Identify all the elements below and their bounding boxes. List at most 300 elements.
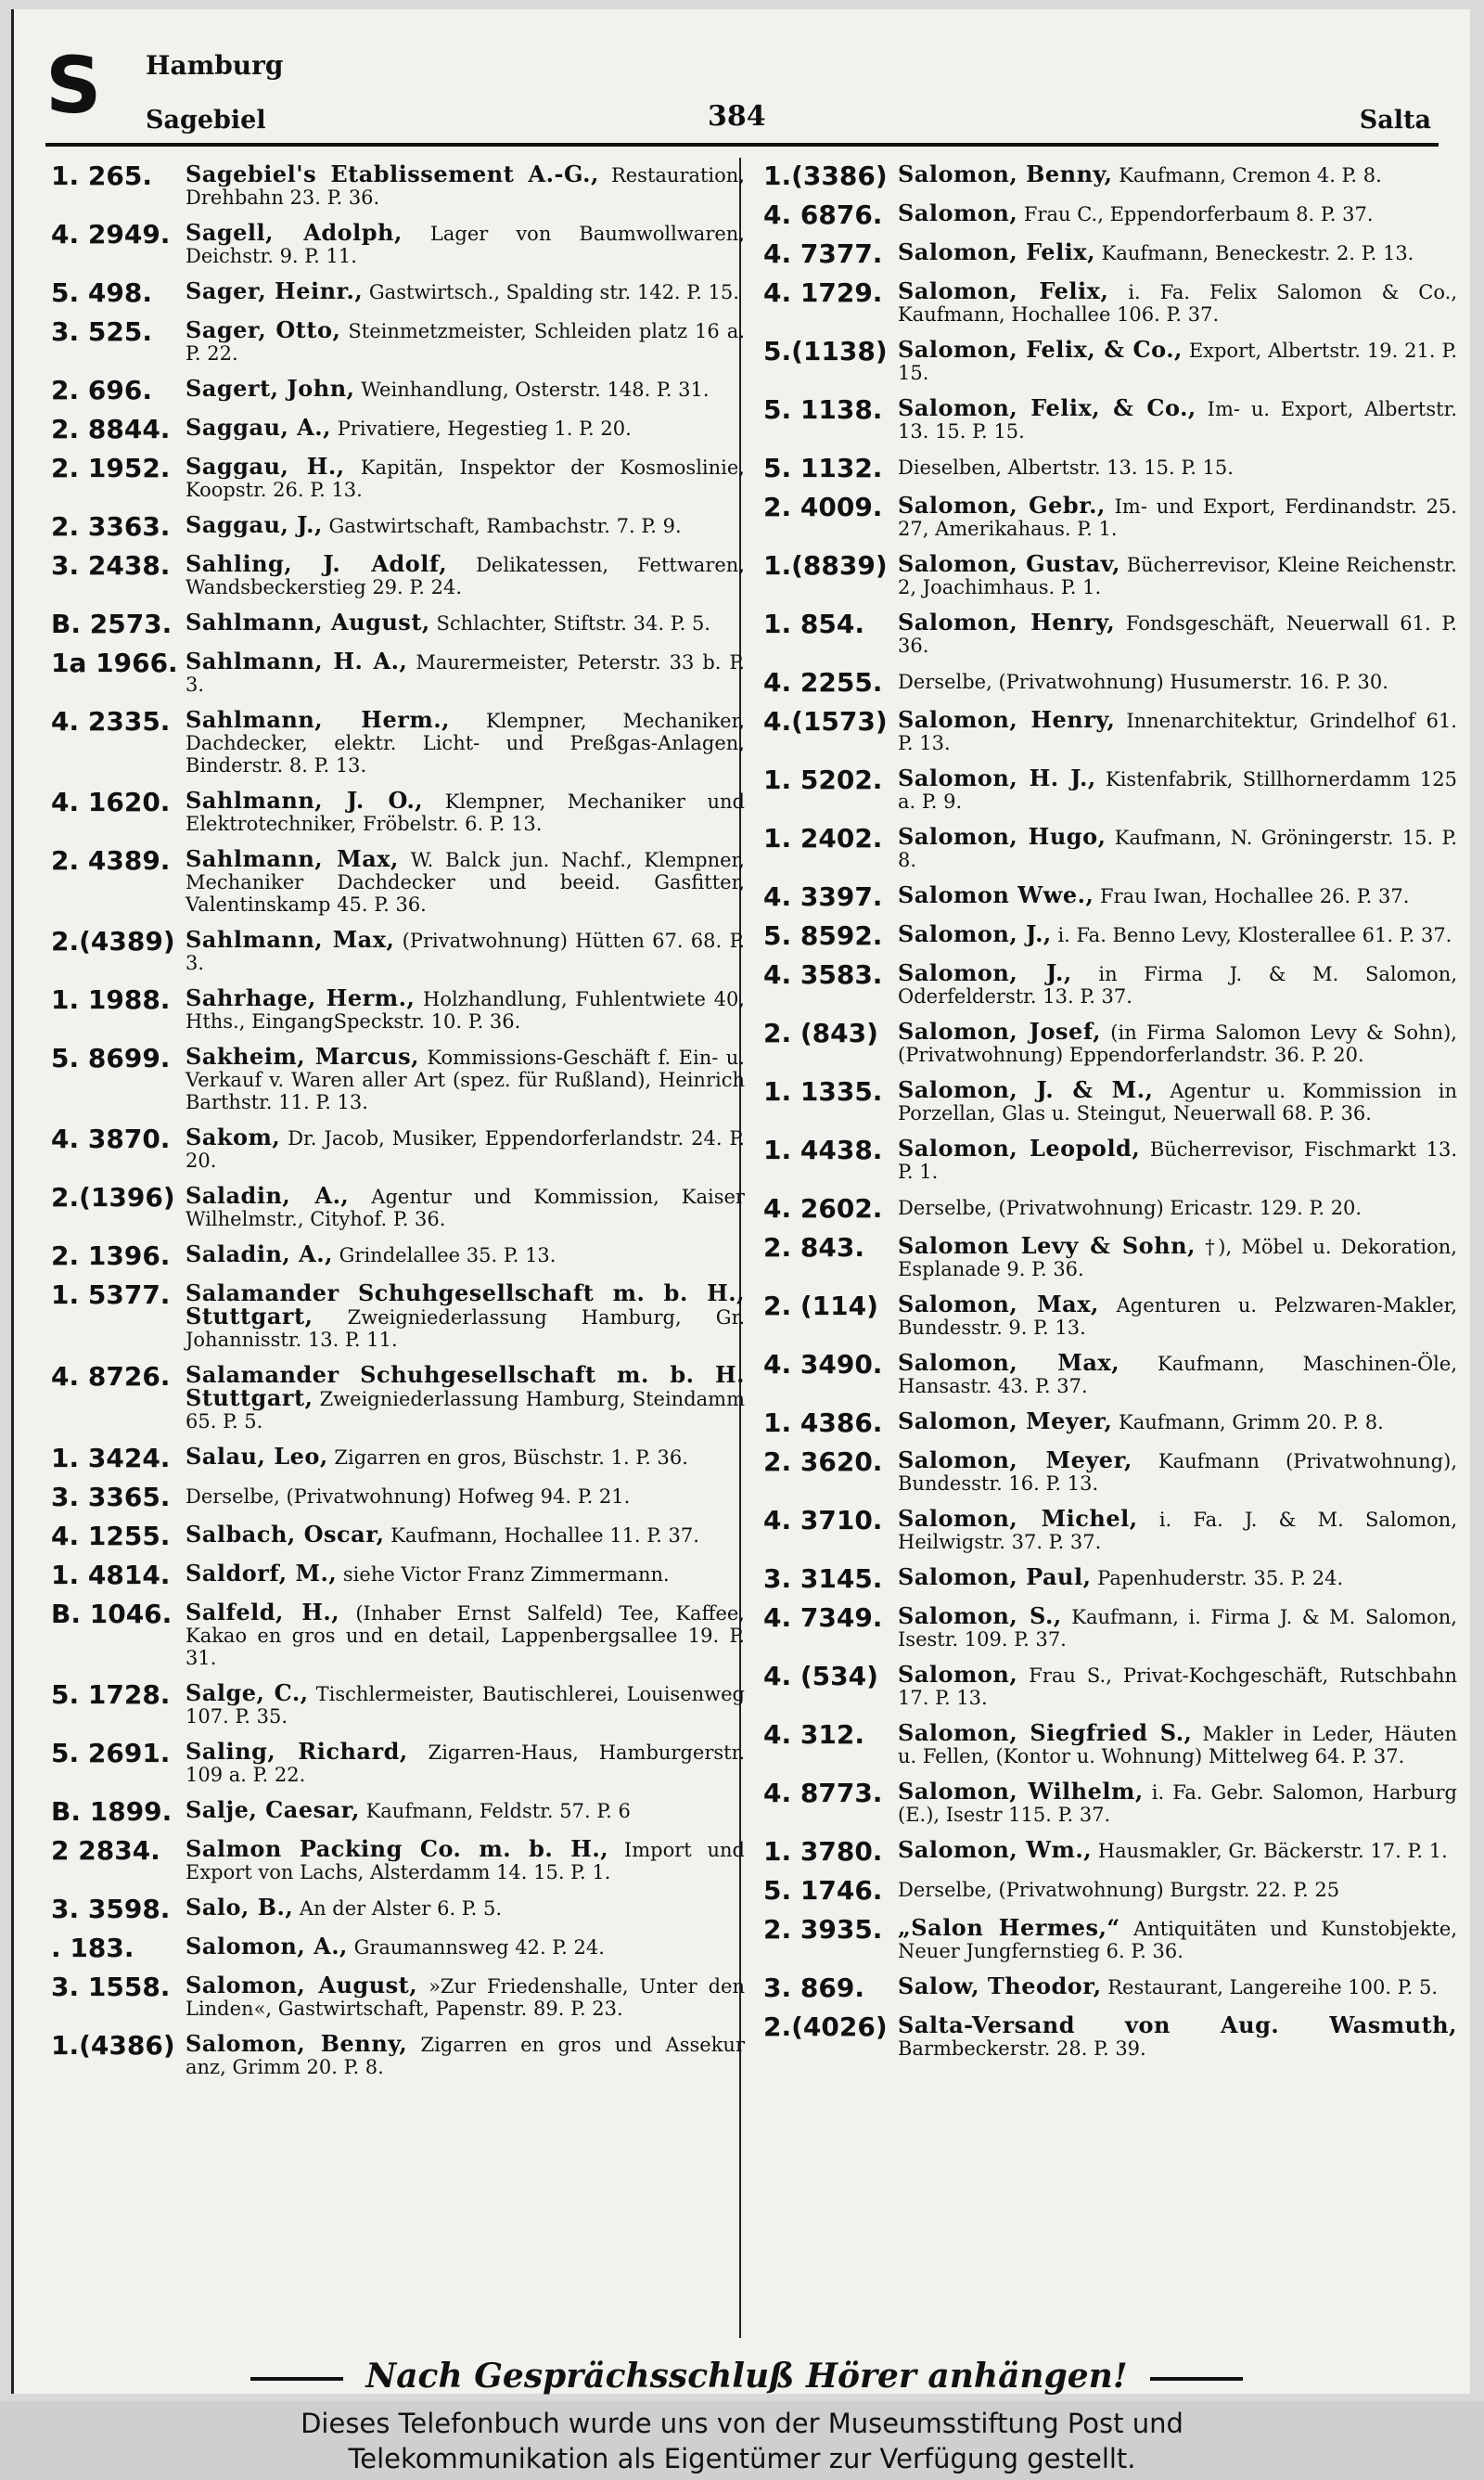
entry-name: Salomon Wwe.,: [898, 881, 1094, 908]
phone-number: 1.(8839): [763, 550, 888, 581]
entry-details: Frau C., Eppendorferbaum 8. P. 37.: [1023, 203, 1374, 225]
phone-number: 5. 1728.: [51, 1679, 171, 1710]
phone-number: 4. 6876.: [763, 199, 883, 230]
entry-body: [898, 2011, 1457, 2060]
directory-entry: [763, 1661, 1457, 1709]
directory-entry: [763, 1780, 1457, 1826]
phone-number: 1. 4814.: [51, 1560, 171, 1590]
entry-name: Salomon, J. & M.,: [898, 1076, 1154, 1103]
entry-body: [898, 1196, 1457, 1219]
entry-body: [186, 1043, 745, 1113]
directory-entry: [51, 1484, 745, 1510]
phone-number: B. 2573.: [51, 609, 173, 639]
phone-number: 3. 1558.: [51, 1972, 171, 2002]
entry-name: Salomon, Max,: [898, 1349, 1120, 1376]
entry-body: [186, 1796, 745, 1823]
entry-details: Gastwirtsch., Spalding str. 142. P. 15.: [368, 281, 739, 303]
directory-entry: [763, 767, 1457, 813]
phone-number: B. 1899.: [51, 1796, 173, 1827]
entry-body: [898, 550, 1457, 598]
entry-details: i. Fa. J. & M. Salomon, Heilwigstr. 37. P. 37.: [898, 1509, 1457, 1553]
directory-entry: [51, 787, 745, 835]
entry-body: [898, 881, 1457, 908]
entry-body: [186, 511, 745, 538]
directory-entry: [51, 1935, 745, 1961]
entry-details: Derselbe, (Privatwohnung) Ericastr. 129. P. 20.: [898, 1197, 1362, 1219]
slogan-text: Nach Gesprächsschluß Hörer anhängen!: [365, 2357, 1128, 2396]
entry-details: i. Fa. Gebr. Salomon, Harburg (E.), Isestr 115. P. 37.: [898, 1781, 1457, 1826]
entry-body: [898, 959, 1457, 1008]
entry-body: [898, 1972, 1457, 1999]
directory-entry: [51, 511, 745, 542]
entry-name: Salfeld, H.,: [186, 1599, 340, 1625]
entry-details: Makler in Leder, Häuten u. Fellen, (Kontor u. Wohnung) Mittelweg 64. P. 37.: [898, 1723, 1457, 1767]
entry-details: Derselbe, (Privatwohnung) Husumerstr. 16. P. 30.: [898, 671, 1388, 693]
phone-number: 5. 1138.: [763, 394, 883, 425]
entry-name: Salomon Levy & Sohn,: [898, 1232, 1196, 1259]
entry-details: Innenarchitektur, Grindelhof 61. P. 13.: [898, 710, 1457, 754]
entry-body: [186, 1601, 745, 1669]
directory-entry: [51, 550, 745, 598]
directory-entry: [763, 163, 1457, 189]
phone-number: 3. 3145.: [763, 1563, 883, 1594]
directory-entry: [763, 920, 1457, 951]
entry-body: [898, 456, 1457, 479]
phone-number: 3. 3598.: [51, 1894, 171, 1924]
entry-name: Salomon, J.,: [898, 959, 1072, 986]
entry-name: Salomon,: [898, 1661, 1018, 1688]
entry-details: Zigarren en gros und Assekur anz, Grimm 20. P. 8.: [186, 2034, 745, 2078]
phone-number: 4. 3710.: [763, 1505, 883, 1536]
phone-number: 4. (534): [763, 1661, 878, 1691]
entry-name: Sakom,: [186, 1124, 281, 1150]
directory-entry: [763, 1972, 1457, 2003]
phone-number: 5. 1746.: [763, 1875, 883, 1906]
entry-name: Salta-Versand von Aug. Wasmuth,: [898, 2011, 1457, 2038]
entry-body: [186, 1484, 745, 1508]
entry-name: Saggau, A.,: [186, 414, 331, 441]
directory-entry: [763, 1836, 1457, 1867]
entry-body: [898, 238, 1457, 265]
entry-body: [898, 1349, 1457, 1397]
phone-number: 5. 8592.: [763, 920, 883, 951]
entry-details: Kaufmann, Grimm 20. P. 8.: [1119, 1411, 1384, 1433]
phone-number: 1. 4438.: [763, 1135, 883, 1165]
entry-body: [898, 611, 1457, 657]
phone-number: 4. 3870.: [51, 1124, 171, 1154]
entry-body: [898, 1293, 1457, 1339]
directory-entry: [763, 1446, 1457, 1495]
entry-body: [186, 1562, 745, 1586]
entry-name: Salje, Caesar,: [186, 1796, 360, 1823]
phone-number: 2. (114): [763, 1291, 878, 1321]
entry-details: Kaufmann, Beneckestr. 2. P. 13.: [1101, 242, 1414, 264]
entry-details: Papenhuderstr. 35. P. 24.: [1097, 1567, 1344, 1589]
entry-details: Zweigniederlassung Hamburg, Steindamm 65. P. 5.: [186, 1388, 745, 1433]
entry-name: Salomon, Gustav,: [898, 550, 1121, 577]
phone-number: 1. 3424.: [51, 1443, 171, 1473]
phone-number: 4. 7377.: [763, 238, 883, 269]
entry-name: Salomon, Gebr.,: [898, 492, 1106, 519]
entry-body: [186, 1240, 745, 1267]
directory-entry: [763, 1232, 1457, 1280]
entry-body: [898, 1018, 1457, 1066]
phone-number: 1. 1988.: [51, 984, 171, 1015]
phone-number: 4. 2335.: [51, 706, 171, 737]
entry-name: Salomon, Max,: [898, 1291, 1099, 1317]
entry-name: Salomon, Felix,: [898, 277, 1109, 304]
entry-body: [186, 1935, 745, 1959]
entry-details: i. Fa. Benno Levy, Klosterallee 61. P. 37.: [1057, 924, 1452, 946]
directory-entry: [763, 1407, 1457, 1438]
entry-name: Salomon, Benny,: [186, 2030, 408, 2057]
directory-entry: [763, 1018, 1457, 1066]
entry-body: [186, 1361, 745, 1433]
phone-number: 1. 3780.: [763, 1836, 883, 1867]
entry-details: Schlachter, Stiftstr. 34. P. 5.: [436, 612, 710, 635]
entry-body: [898, 394, 1457, 443]
entry-name: Salomon, Paul,: [898, 1563, 1092, 1590]
entry-details: Agentur und Kommission, Kaiser Wilhelmstr., Cityhof. P. 36.: [186, 1186, 745, 1230]
entry-details: Dr. Jacob, Musiker, Eppendorferlandstr. 24. P. 20.: [186, 1127, 745, 1172]
entry-details: Kaufmann, Feldstr. 57. P. 6: [365, 1800, 631, 1822]
phone-number: 2.(4389): [51, 926, 175, 957]
entry-details: Kaufmann, Hochallee 11. P. 37.: [390, 1524, 699, 1547]
entry-name: Saldorf, M.,: [186, 1560, 338, 1587]
entry-name: Salomon, S.,: [898, 1602, 1062, 1629]
phone-number: 1. 265.: [51, 161, 152, 191]
directory-entry: [51, 277, 745, 308]
entry-name: Salau, Leo,: [186, 1443, 328, 1470]
directory-entry: [51, 1601, 745, 1669]
entry-body: [898, 1505, 1457, 1553]
entry-details: Gastwirtschaft, Rambachstr. 7. P. 9.: [328, 515, 682, 537]
entry-body: [898, 920, 1457, 947]
entry-details: Kaufmann (Privatwohnung), Bundesstr. 16. P. 13.: [898, 1450, 1457, 1495]
phone-number: 1.(4386): [51, 2030, 175, 2061]
entry-details: Import und Export von Lachs, Alsterdamm 14. 15. P. 1.: [186, 1839, 745, 1883]
phone-number: 1. 5202.: [763, 765, 883, 795]
phone-number: 2. (843): [763, 1018, 878, 1048]
entry-body: [898, 1232, 1457, 1280]
entry-details: Restaurant, Langereihe 100. P. 5.: [1107, 1976, 1438, 1998]
entry-details: Im- und Export, Ferdinandstr. 25. 27, Amerikahaus. P. 1.: [898, 495, 1457, 540]
directory-entry: [763, 667, 1457, 698]
entry-name: Salomon, A.,: [186, 1933, 348, 1960]
phone-number: 4. 3490.: [763, 1349, 883, 1380]
entry-body: [186, 1523, 745, 1547]
phone-number: 2. 843.: [763, 1232, 864, 1263]
entry-body: [186, 1835, 745, 1883]
entry-details: in Firma J. & M. Salomon, Oderfelderstr. 13. P. 37.: [898, 963, 1457, 1008]
phone-number: 3. 525.: [51, 316, 152, 347]
directory-entry: [763, 492, 1457, 540]
phone-number: . 183.: [51, 1933, 134, 1963]
entry-name: Salomon, Wilhelm,: [898, 1778, 1144, 1805]
directory-entry: [51, 1043, 745, 1113]
directory-entry: [763, 611, 1457, 657]
entry-details: Barmbeckerstr. 28. P. 39.: [898, 2037, 1146, 2060]
phone-number: 1. 4386.: [763, 1407, 883, 1438]
entry-details: Kaufmann, Maschinen-Öle, Hansastr. 43. P. 37.: [898, 1353, 1457, 1397]
entry-body: [186, 650, 745, 696]
entry-name: Sahlmann, H. A.,: [186, 648, 408, 675]
section-letter: S: [45, 40, 102, 131]
phone-number: 4. 1620.: [51, 787, 171, 817]
entry-details: Kaufmann, i. Firma J. & M. Salomon, Isestr. 109. P. 37.: [898, 1606, 1457, 1651]
phone-number: 1. 1335.: [763, 1076, 883, 1107]
phone-number: 3. 869.: [763, 1972, 864, 2003]
entry-details: (Privatwohnung) Hütten 67. 68. P. 3.: [186, 930, 746, 974]
entry-body: [186, 1679, 745, 1728]
entry-body: [898, 1914, 1457, 1962]
entry-details: Restauration, Drehbahn 23. P. 36.: [186, 164, 745, 209]
directory-entry: [763, 2011, 1457, 2060]
phone-number: 2. 3363.: [51, 511, 171, 542]
phone-number: 1. 2402.: [763, 823, 883, 854]
last-entry-heading: Salta: [1359, 106, 1431, 135]
entry-details: Im- u. Export, Albertstr. 13. 15. P. 15.: [898, 398, 1457, 443]
entry-body: [898, 163, 1457, 186]
directory-entry: [51, 1738, 745, 1786]
entry-body: [898, 199, 1457, 226]
entry-body: [186, 611, 745, 635]
entry-details: Kaufmann, Cremon 4. P. 8.: [1119, 164, 1382, 186]
entry-details: Zigarren-Haus, Hamburgerstr. 109 a. P. 22.: [186, 1741, 745, 1786]
entry-name: Sager, Otto,: [186, 316, 341, 343]
entry-details: Hausmakler, Gr. Bäckerstr. 17. P. 1.: [1097, 1840, 1448, 1862]
phone-number: 2.(4026): [763, 2011, 888, 2042]
entry-details: Derselbe, (Privatwohnung) Hofweg 94. P. 21.: [186, 1485, 631, 1508]
entry-name: Sahlmann, Max,: [186, 845, 399, 872]
entry-details: Bücherrevisor, Fischmarkt 13. P. 1.: [898, 1138, 1457, 1183]
phone-number: 5. 498.: [51, 277, 152, 308]
entry-body: [186, 1126, 745, 1172]
phone-number: 2. 696.: [51, 375, 152, 405]
entry-body: [898, 1719, 1457, 1767]
entry-body: [898, 1407, 1457, 1434]
phone-number: 1a 1966.: [51, 648, 178, 678]
directory-entry: [763, 1193, 1457, 1224]
directory-entry: [51, 1361, 745, 1433]
entry-details: Bücherrevisor, Kleine Reichenstr. 2, Joachimhaus. P. 1.: [898, 554, 1457, 598]
directory-entry: [763, 199, 1457, 230]
directory-entry: [51, 375, 745, 405]
phone-number: 2. 1396.: [51, 1240, 171, 1271]
directory-entry: [763, 959, 1457, 1008]
entry-body: [898, 336, 1457, 384]
entry-name: „Salon Hermes,“: [898, 1914, 1120, 1941]
entry-body: [186, 163, 745, 209]
directory-entry: [51, 1835, 745, 1883]
entry-name: Saladin, A.,: [186, 1182, 350, 1209]
directory-entry: [763, 1563, 1457, 1594]
entry-name: Salomon, Henry,: [898, 609, 1116, 636]
entry-body: [898, 1661, 1457, 1709]
entry-name: Salomon, H. J.,: [898, 765, 1096, 791]
phone-number: 2. 4009.: [763, 492, 883, 522]
directory-entry: [51, 1896, 745, 1922]
entry-details: Zigarren en gros, Büschstr. 1. P. 36.: [334, 1446, 688, 1469]
directory-entry: [763, 1349, 1457, 1397]
entry-body: [186, 375, 745, 402]
phone-number: 4. 3397.: [763, 881, 883, 912]
entry-details: »Zur Friedenshalle, Unter den Linden«, Gastwirtschaft, Papenstr. 89. P. 23.: [186, 1975, 745, 2020]
entry-details: (Inhaber Ernst Salfeld) Tee, Kaffee, Kakao en gros und en detail, Lappenbergsallee 19. P. 31.: [186, 1602, 745, 1669]
entry-body: [186, 277, 745, 304]
phone-number: 4. 7349.: [763, 1602, 883, 1633]
directory-entry: [763, 550, 1457, 598]
phone-number: 4. 2602.: [763, 1193, 883, 1224]
entry-name: Salomon, J.,: [898, 920, 1052, 947]
entry-details: Tischlermeister, Bautischlerei, Louisenweg 107. P. 35.: [186, 1683, 745, 1728]
entry-name: Salomon, Felix, & Co.,: [898, 394, 1196, 421]
entry-details: Holzhandlung, Fuhlentwiete 40, Hths., EingangSpeckstr. 10. P. 36.: [186, 988, 745, 1033]
entry-body: [186, 414, 745, 441]
entry-name: Sahlmann, Herm.,: [186, 706, 450, 733]
entry-name: Salow, Theodor,: [898, 1972, 1102, 1999]
directory-entry: [763, 1719, 1457, 1767]
directory-entry: [51, 219, 745, 267]
directory-entry: [51, 163, 745, 209]
entry-name: Sahrhage, Herm.,: [186, 984, 416, 1011]
entry-name: Salomon, Leopold,: [898, 1135, 1141, 1162]
phone-number: 4.(1573): [763, 706, 888, 737]
entry-name: Salamander Schuhgesellschaft m. b. H., Stuttgart,: [186, 1279, 745, 1330]
entry-details: Kommissions-Geschäft f. Ein- u. Verkauf v. Waren aller Art (spez. für Rußland), Heinrich Barthstr. 11. P. 13.: [186, 1047, 745, 1113]
phone-number: 5. 1132.: [763, 453, 883, 483]
phone-number: 2. 8844.: [51, 414, 171, 444]
entry-body: [186, 845, 745, 916]
entry-body: [898, 1780, 1457, 1826]
entry-name: Sager, Heinr.,: [186, 277, 364, 304]
entry-body: [186, 984, 745, 1033]
entry-details: Privatiere, Hegestieg 1. P. 20.: [337, 418, 632, 440]
directory-entry: [763, 453, 1457, 483]
entry-details: Delikatessen, Fettwaren, Wandsbeckerstieg 29. P. 24.: [186, 554, 745, 598]
entry-details: Klempner, Mechaniker und Elektrotechniker, Fröbelstr. 6. P. 13.: [186, 790, 745, 835]
entry-name: Salomon, Henry,: [898, 706, 1116, 733]
entry-name: Sagell, Adolph,: [186, 219, 403, 246]
first-entry-heading: Sagebiel: [146, 106, 266, 135]
entry-details: siehe Victor Franz Zimmermann.: [342, 1563, 670, 1586]
phone-number: 5. 8699.: [51, 1043, 171, 1073]
entry-body: [186, 1443, 745, 1470]
directory-entry: [51, 926, 746, 974]
phone-number: 2. 4389.: [51, 845, 171, 876]
phone-number: 4. 2949.: [51, 219, 171, 250]
page-number: 384: [708, 100, 766, 133]
entry-name: Salamander Schuhgesellschaft m. b. H. Stuttgart,: [186, 1361, 745, 1411]
directory-entry: [763, 881, 1457, 912]
phone-number: 2. 1952.: [51, 453, 171, 483]
entry-details: W. Balck jun. Nachf., Klempner, Mechaniker Dachdecker und beeid. Gasfitter, Valentinskamp 45. P. 36.: [186, 849, 745, 916]
entry-body: [186, 219, 745, 267]
entry-details: Antiquitäten und Kunstobjekte, Neuer Jungfernstieg 6. P. 36.: [898, 1918, 1457, 1962]
entry-details: Zweigniederlassung Hamburg, Gr. Johannisstr. 13. P. 11.: [186, 1306, 745, 1351]
entry-details: An der Alster 6. P. 5.: [299, 1897, 503, 1920]
phone-number: 1. 5377.: [51, 1279, 171, 1310]
entry-name: Sahlmann, Max,: [186, 926, 395, 953]
entry-details: Kapitän, Inspektor der Kosmoslinie, Koopstr. 26. P. 13.: [186, 456, 745, 501]
entry-body: [898, 1137, 1457, 1183]
directory-entry: [51, 1126, 745, 1172]
entry-body: [186, 550, 745, 598]
entry-body: [186, 1896, 745, 1920]
entry-details: Weinhandlung, Osterstr. 148. P. 31.: [361, 379, 710, 401]
entry-body: [898, 823, 1457, 871]
entry-details: Steinmetzmeister, Schleiden platz 16 a. P. 22.: [186, 320, 745, 365]
directory-entry: [763, 238, 1457, 269]
entry-body: [898, 767, 1457, 813]
credit-line-2: Telekommunikation als Eigentümer zur Verfügung gestellt.: [348, 2442, 1136, 2474]
entry-name: Salomon, Meyer,: [898, 1407, 1113, 1434]
directory-entry: [51, 1240, 745, 1271]
directory-entry: [51, 2030, 745, 2078]
entry-body: [898, 492, 1457, 540]
directory-entry: [51, 1279, 745, 1351]
entry-body: [186, 926, 746, 974]
entry-details: Fondsgeschäft, Neuerwall 61. P. 36.: [898, 612, 1457, 657]
entry-details: Agentur u. Kommission in Porzellan, Glas u. Steingut, Neuerwall 68. P. 36.: [898, 1080, 1458, 1124]
footer-slogan: [14, 2357, 1479, 2396]
entry-details: Kistenfabrik, Stillhornerdamm 125 a. P. 9.: [898, 768, 1457, 813]
entry-body: [186, 316, 745, 365]
entry-body: [186, 1974, 745, 2020]
credit-line-1: Dieses Telefonbuch wurde uns von der Museumsstiftung Post und: [301, 2407, 1183, 2439]
credit-banner: [0, 2401, 1484, 2480]
phone-number: 4. 312.: [763, 1719, 864, 1750]
entry-name: Salomon, Felix, & Co.,: [898, 336, 1183, 363]
entry-body: [898, 706, 1457, 754]
directory-entry: [763, 706, 1457, 754]
entry-name: Sahlmann, August,: [186, 609, 430, 636]
entry-body: [898, 1076, 1458, 1124]
phone-number: 5.(1138): [763, 336, 888, 366]
city-heading: Hamburg: [146, 50, 284, 81]
entry-body: [898, 1563, 1457, 1590]
directory-entry: [51, 316, 745, 365]
entry-name: Salge, C.,: [186, 1679, 309, 1706]
directory-entry: [51, 706, 745, 777]
directory-entry: [763, 1293, 1457, 1339]
directory-entry: [51, 984, 745, 1033]
entry-name: Saling, Richard,: [186, 1738, 408, 1765]
directory-entry: [51, 650, 745, 696]
entry-body: [898, 1602, 1457, 1651]
directory-entry: [51, 1562, 745, 1588]
directory-entry: [763, 1076, 1458, 1124]
entry-name: Sahlmann, J. O.,: [186, 787, 424, 814]
phone-number: 4. 8726.: [51, 1361, 171, 1392]
entry-details: i. Fa. Felix Salomon & Co., Kaufmann, Hochallee 106. P. 37.: [898, 281, 1457, 326]
phone-number: 4. 8773.: [763, 1778, 883, 1808]
entry-details: Maurermeister, Peterstr. 33 b. P. 3.: [186, 651, 745, 696]
entry-details: Agenturen u. Pelzwaren-Makler, Bundesstr. 9. P. 13.: [898, 1294, 1457, 1339]
entry-name: Saladin, A.,: [186, 1240, 333, 1267]
entry-name: Saggau, J.,: [186, 511, 323, 538]
directory-entry: [51, 1443, 745, 1473]
phone-number: 5. 2691.: [51, 1738, 171, 1768]
entry-name: Salomon, Siegfried S.,: [898, 1719, 1193, 1746]
directory-entry: [51, 414, 745, 444]
directory-entry: [763, 394, 1457, 443]
phone-number: B. 1046.: [51, 1599, 173, 1629]
entry-name: Sagebiel's Etablissement A.-G.,: [186, 161, 599, 187]
entry-body: [186, 706, 745, 777]
entry-details: Graumannsweg 42. P. 24.: [353, 1936, 605, 1959]
directory-entry: [51, 845, 745, 916]
